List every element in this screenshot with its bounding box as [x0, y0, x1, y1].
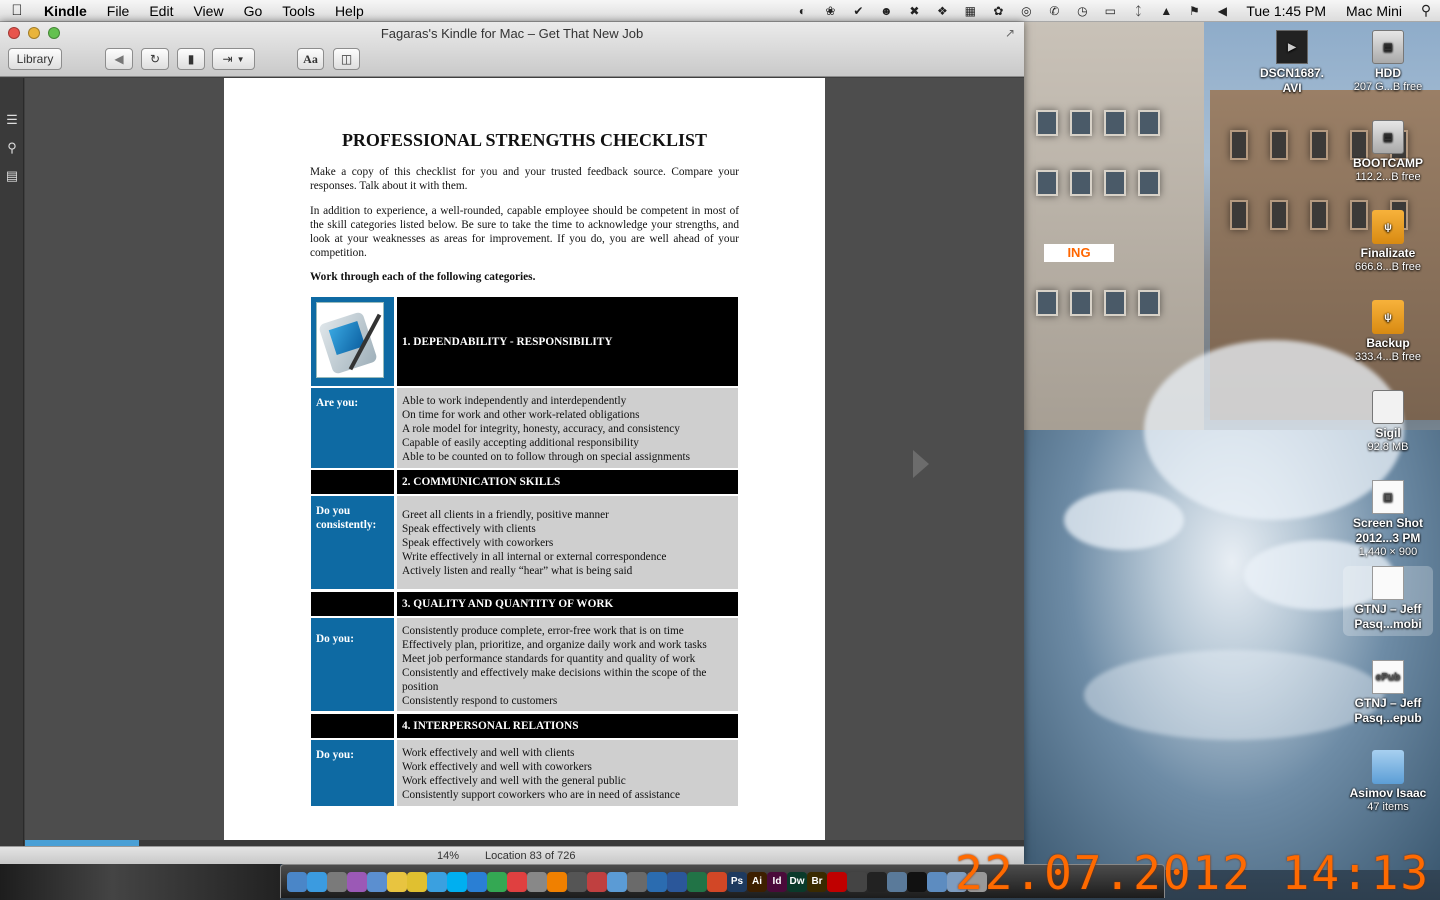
location-indicator: Location 83 of 726 [485, 850, 576, 862]
title-bar [0, 22, 1024, 77]
section-prompt: Do you: [311, 618, 394, 711]
checklist-item: Able to work independently and interdependently [402, 395, 627, 407]
dock-app-iphoto[interactable] [607, 872, 627, 892]
hard-drive-icon: ▤ [1372, 120, 1404, 154]
section-header-row [311, 297, 738, 386]
checklist-item: A role model for integrity, honesty, accuracy, and consistency [402, 423, 680, 435]
view-toggle-button[interactable] [333, 48, 360, 70]
dock-app-sigil[interactable] [887, 872, 907, 892]
section-heading: 1. DEPENDABILITY - RESPONSIBILITY [397, 297, 738, 386]
checklist-item: Consistently and effectively make decisions within the scope of the position [402, 667, 707, 693]
x-icon[interactable]: ✖ [909, 3, 920, 18]
checklist-item: Speak effectively with coworkers [402, 537, 554, 549]
checklist-item: Consistently support coworkers who are in need of assistance [402, 789, 680, 801]
search-icon[interactable]: ⚲ [7, 140, 17, 155]
menu-user[interactable]: Mac Mini [1345, 2, 1402, 19]
fullscreen-icon[interactable]: ↗ [1005, 26, 1016, 40]
menu-view[interactable]: View [193, 2, 224, 19]
bookmark-icon: ▮ [187, 52, 195, 66]
reading-area [25, 78, 1024, 848]
status-menu-icon[interactable]: ◐ [798, 3, 806, 18]
menu-clock[interactable]: Tue 1:45 PM [1246, 2, 1326, 19]
desktop-icon-label: Screen Shot 2012...3 PM [1352, 516, 1424, 545]
dropbox-icon[interactable]: ❖ [936, 3, 948, 18]
chevron-down-icon: ▼ [236, 54, 245, 64]
leaf-icon[interactable]: ❀ [825, 3, 836, 18]
section-header-row [311, 714, 738, 738]
status-bar [0, 846, 1024, 864]
desktop-icon-label: GTNJ – Jeff Pasq...epub [1354, 696, 1422, 725]
kindle-window [0, 22, 1024, 864]
desktop-icon-hdd[interactable] [1343, 30, 1433, 94]
goto-icon: ⇥ [222, 52, 233, 66]
section-body-row [311, 388, 738, 468]
checklist-item: Write effectively in all internal or external correspondence [402, 551, 667, 563]
section-body-row [311, 496, 738, 589]
dock-app-preview[interactable] [367, 872, 387, 892]
dock-app-ps[interactable]: Ps [727, 872, 747, 892]
dock-app-powerpoint[interactable] [707, 872, 727, 892]
desktop-icon-label: Finalizate [1360, 246, 1416, 260]
hard-drive-icon: ▤ [1372, 30, 1404, 64]
desktop-icon-sublabel: 112.2...B free [1355, 171, 1421, 183]
desktop-icon-bootcamp[interactable] [1343, 120, 1433, 184]
dock-app-excel[interactable] [687, 872, 707, 892]
section-header-row [311, 470, 738, 494]
dock-app-mail[interactable] [327, 872, 347, 892]
dock-app-vlc[interactable] [547, 872, 567, 892]
section-items [397, 618, 738, 711]
target-icon[interactable]: ◎ [1021, 3, 1032, 18]
disk-image-icon [1372, 390, 1404, 424]
dock-app-calculator[interactable] [567, 872, 587, 892]
section-items [397, 388, 738, 468]
checklist-item: Work effectively and well with clients [402, 747, 575, 759]
dock-app-terminal[interactable] [907, 872, 927, 892]
desktop-icon-label: Asimov Isaac [1349, 786, 1427, 800]
section-prompt: Are you: [311, 388, 394, 468]
desktop-icon-sublabel: 207 G...B free [1353, 81, 1423, 93]
paw-icon[interactable]: ✿ [993, 3, 1004, 18]
desktop-icon-sublabel: 1,440 × 900 [1358, 546, 1418, 558]
desktop-icon-screenshot[interactable] [1343, 480, 1433, 559]
desktop-icon-video[interactable] [1247, 30, 1337, 96]
video-file-icon: ▶ [1276, 30, 1308, 64]
photo-timestamp: 22.07.2012 14:13 [955, 846, 1431, 900]
checklist-item: Work effectively and well with coworkers [402, 761, 592, 773]
folder-icon [1372, 750, 1404, 784]
back-arrow-icon: ◀ [114, 52, 124, 66]
section-prompt: Do you: [311, 740, 394, 806]
section-heading: 3. QUALITY AND QUANTITY OF WORK [397, 592, 738, 616]
desktop-icon-label: GTNJ – Jeff Pasq...mobi [1354, 602, 1422, 631]
dock-app-dw[interactable]: Dw [787, 872, 807, 892]
menu-app-name[interactable]: Kindle [44, 2, 87, 19]
desktop-icon-sublabel: 92.8 MB [1367, 441, 1409, 453]
dock-app-itunes[interactable] [347, 872, 367, 892]
menu-edit[interactable]: Edit [149, 2, 174, 19]
toc-icon[interactable]: ☰ [6, 112, 18, 127]
instruction-heading: Work through each of the following categories. [310, 271, 536, 283]
desktop-icon-label: BOOTCAMP [1353, 156, 1423, 170]
checklist-item: Speak effectively with clients [402, 523, 536, 535]
desktop-icon-backup[interactable] [1343, 300, 1433, 364]
dock-app-ai[interactable]: Ai [747, 872, 767, 892]
section-heading: 2. COMMUNICATION SKILLS [397, 470, 738, 494]
bluetooth-icon[interactable]: ᛨ [1134, 3, 1142, 18]
display-icon[interactable]: ▭ [1104, 3, 1117, 18]
columns-icon: ◫ [340, 52, 353, 66]
goto-menu-button[interactable] [212, 48, 255, 70]
section-image-cell [311, 297, 394, 386]
dock-app-notes[interactable] [387, 872, 407, 892]
dock-app-dropbox[interactable] [467, 872, 487, 892]
desktop-icon-sigil[interactable] [1343, 390, 1433, 454]
dock-app-word[interactable] [667, 872, 687, 892]
sync-button[interactable] [141, 48, 169, 70]
checklist-item: Actively listen and really “hear” what is being said [402, 565, 633, 577]
next-page-icon[interactable] [913, 450, 929, 478]
usb-drive-icon: ψ [1372, 210, 1404, 244]
menu-go[interactable]: Go [243, 2, 263, 19]
font-settings-button[interactable]: Aa [297, 48, 324, 70]
dock-app-stickies[interactable] [407, 872, 427, 892]
menu-help[interactable]: Help [334, 2, 364, 19]
intro-paragraph: Make a copy of this checklist for you and your trusted feedback source. Compare your responses. Talk about it with them. [310, 166, 739, 192]
dock-app-downloads[interactable] [927, 872, 947, 892]
dock-app-time[interactable] [527, 872, 547, 892]
section-header-row [311, 592, 738, 616]
dock-app-safari[interactable] [307, 872, 327, 892]
checklist-item: Able to be counted on to follow through on special assignments [402, 451, 691, 463]
dock-app-chrome[interactable] [487, 872, 507, 892]
desktop-icon-sublabel: 47 items [1367, 801, 1409, 813]
pda-image [316, 302, 384, 378]
dock-app-br[interactable]: Br [807, 872, 827, 892]
wallpaper-foreground [0, 864, 280, 900]
dock-app-acrobat[interactable] [827, 872, 847, 892]
checklist-item: On time for work and other work-related obligations [402, 409, 640, 421]
checklist-item: Capable of easily accepting additional responsibility [402, 437, 639, 449]
desktop-icon-label: Backup [1366, 336, 1410, 350]
dock-app-dict[interactable] [847, 872, 867, 892]
dock-app-id[interactable]: Id [767, 872, 787, 892]
epub-file-icon: ePub [1372, 660, 1404, 694]
checklist-item: Work effectively and well with the general public [402, 775, 626, 787]
time-machine-icon[interactable]: ◷ [1077, 3, 1088, 18]
desktop-icon-folder[interactable] [1343, 750, 1433, 814]
badge-icon[interactable]: ✔ [853, 3, 864, 18]
phone-icon[interactable]: ✆ [1049, 3, 1060, 18]
back-button[interactable] [105, 48, 133, 70]
agent-icon[interactable]: ☻ [880, 3, 893, 18]
body-paragraph: In addition to experience, a well-rounded, capable employee should be competent in most of the skill categories listed below. Be sure to take the time to acknowledge your strengths, and look at your weaknesses as areas for improvement. If you do, you are well ahead of your competition. [310, 205, 739, 259]
library-button[interactable]: Library [8, 48, 62, 70]
section-header-spacer [311, 714, 394, 738]
progress-percent: 14% [437, 850, 460, 862]
spotlight-icon[interactable]: ⚲ [1420, 2, 1432, 18]
dock-app-kindle[interactable] [867, 872, 887, 892]
section-body-row [311, 740, 738, 806]
desktop-icon-label: DSCN1687. AVI [1259, 66, 1325, 95]
checklist-item: Greet all clients in a friendly, positive manner [402, 509, 609, 521]
checklist-item: Effectively plan, prioritize, and organize daily work and work tasks [402, 639, 707, 651]
page-title: PROFESSIONAL STRENGTHS CHECKLIST [341, 130, 708, 150]
dock-app-utility[interactable] [627, 872, 647, 892]
section-items [397, 740, 738, 806]
dock-app-xcode[interactable] [647, 872, 667, 892]
wifi-icon[interactable]: ▲ [1160, 3, 1173, 18]
usb-drive-icon: ψ [1372, 300, 1404, 334]
dock-app-calendar[interactable] [507, 872, 527, 892]
checklist-item: Meet job performance standards for quantity and quality of work [402, 653, 696, 665]
book-page [224, 78, 825, 848]
desktop-icon-label: HDD [1375, 66, 1401, 80]
desktop-icon-finalizate[interactable] [1343, 210, 1433, 274]
menu-file[interactable]: File [106, 2, 130, 19]
desktop-icon-label: Sigil [1375, 426, 1401, 440]
image-file-icon: ▣ [1372, 480, 1404, 514]
desktop-icon-mobi[interactable] [1343, 566, 1433, 636]
menu-tools[interactable]: Tools [282, 2, 315, 19]
notes-icon[interactable]: ▤ [5, 168, 19, 183]
bookmark-button[interactable] [177, 48, 205, 70]
sync-icon: ↻ [149, 52, 161, 66]
menu-bar [0, 0, 1440, 22]
section-prompt: Do you consistently: [311, 496, 394, 589]
section-header-spacer [311, 592, 394, 616]
apple-icon[interactable] [0, 2, 34, 19]
dock-app-messages[interactable] [427, 872, 447, 892]
document-icon [1372, 566, 1404, 600]
desktop-icon-sublabel: 666.8...B free [1354, 261, 1422, 273]
section-items [397, 496, 738, 589]
dock-app-skype[interactable] [447, 872, 467, 892]
section-heading: 4. INTERPERSONAL RELATIONS [397, 714, 738, 738]
volume-icon[interactable]: ◀ [1217, 3, 1227, 18]
desktop-icon-sublabel: 333.4...B free [1354, 351, 1422, 363]
section-body-row [311, 618, 738, 711]
section-header-spacer [311, 470, 394, 494]
grid-icon[interactable]: ▦ [964, 3, 977, 18]
dock-app-finder[interactable] [287, 872, 307, 892]
bank-sign: ING [1044, 244, 1114, 262]
side-toolbar [0, 78, 24, 848]
window-title: Fagaras's Kindle for Mac – Get That New Job [380, 26, 644, 41]
checklist-item: Consistently produce complete, error-free work that is on time [402, 625, 684, 637]
checklist-item: Consistently respond to customers [402, 695, 558, 707]
dock-app-photo-booth[interactable] [587, 872, 607, 892]
desktop-icon-epub[interactable] [1343, 660, 1433, 726]
flag-icon[interactable]: ⚑ [1188, 3, 1200, 18]
